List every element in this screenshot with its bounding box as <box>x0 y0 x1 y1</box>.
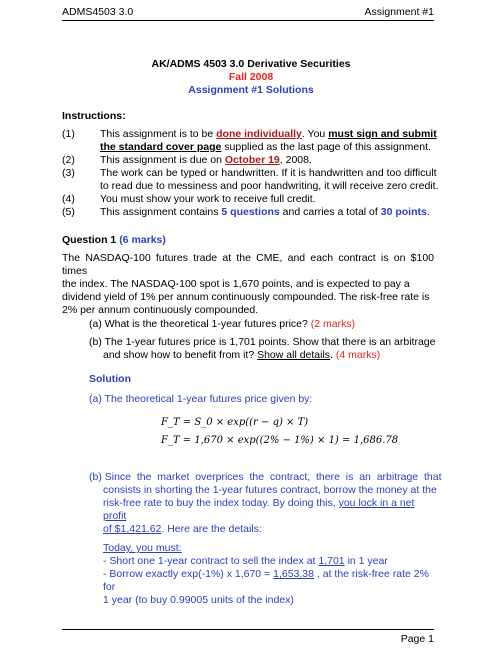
solution-heading: Solution <box>89 373 131 385</box>
question1-part-b: (b) The 1-year futures price is 1,701 points. Show that there is an arbitrage and show how to benefit from it? Show all details. (4 marks) <box>89 336 436 361</box>
doc-title: AK/ADMS 4503 3.0 Derivative Securities <box>151 58 351 70</box>
solution-steps: Today, you must: - Short one 1-year contract to sell the index at 1,701 in 1 year - Borrow exactly exp(-1%) x 1,670 = 1,653.38 , at the risk-free rate 2% for 1 year (to buy 0.99005 units of the index) <box>103 542 429 606</box>
futures-price-formula: F_T = S_0 × exp((r − q) × T) <box>161 417 309 428</box>
question1-part-a: (a) What is the theoretical 1-year futures price? (2 marks) <box>89 318 356 330</box>
page-number: Page 1 <box>400 633 434 645</box>
question1-heading: Question 1 (6 marks) <box>62 234 166 246</box>
doc-subtitle: Assignment #1 Solutions <box>188 84 314 96</box>
document-page: ADMS4503 3.0 Assignment #1 AK/ADMS 4503 3.0 Derivative Securities Fall 2008 Assignment #1 Solutions Instructions: (1) This assignment is to be done individually. You must sign and submit the standard cover page supplied as the last page of this assignment. (2) This assignment is due on October 19, 2008. (3) The work can be typed or handwritten. If it is handwritten and too difficult to read due to messiness and poor handwriting, it will receive zero credit. (4) You must show your work to receive full credit. (5) This assignment contains 5 questions and carries a total of 30 points. Question 1 (6 marks) The NASDAQ-100 futures trade at the CME, and each contract is on $100 times the index. The NASDAQ-100 spot is 1,670 points, and is expected to pay a dividend yield of 1% per annum continuously compounded. The risk-free rate is 2% per annum continuously compounded. (a) What is the theoretical 1-year futures price? (2 marks) (b) The 1-year futures price is 1,701 points. Show that there is an arbitrage and show how to benefit from it? Show all details. (4 marks) Solution (a) The theoretical 1-year futures price given by: F_T = S_0 × exp((r − q) × T) F_T = 1,670 × exp((2% − 1%) × 1) = 1,686.78 (b) Since the market overprices the contract, there is an arbitrage that consists in shorting the 1-year futures contract, borrow the money at the risk-free rate to buy the index today. By doing this, you lock in a net profit of $1,421.62. Here are the details: Today, you must: - Short one 1-year contract to sell the index at 1,701 in 1 year - Borrow exactly exp(-1%) x 1,670 = 1,653.38 , at the risk-free rate 2% for 1 year (to buy 0.99005 units of the index) Page 1 <box>0 0 502 649</box>
header-assignment: Assignment #1 <box>364 6 434 18</box>
header-course: ADMS4503 3.0 <box>62 6 134 18</box>
page-header <box>62 6 434 21</box>
doc-term: Fall 2008 <box>228 71 274 83</box>
page-footer <box>62 629 434 645</box>
solution-part-b: (b) Since the market overprices the contract, there is an arbitrage that consists in shorting the 1-year futures contract, borrow the money at the risk-free rate to buy the index today. By doing this, you lock in a net profit of $1,421.62. Here are the details: <box>89 471 442 535</box>
instructions-heading: Instructions: <box>62 110 126 122</box>
futures-price-calculation: F_T = 1,670 × exp((2% − 1%) × 1) = 1,686.78 <box>161 435 399 446</box>
question1-paragraph: The NASDAQ-100 futures trade at the CME, and each contract is on $100 times the index. The NASDAQ-100 spot is 1,670 points, and is expected to pay a dividend yield of 1% per annum continuously compounded. The risk-free rate is 2% per annum continuously compounded. <box>62 252 434 316</box>
solution-part-a: (a) The theoretical 1-year futures price given by: <box>89 393 313 405</box>
